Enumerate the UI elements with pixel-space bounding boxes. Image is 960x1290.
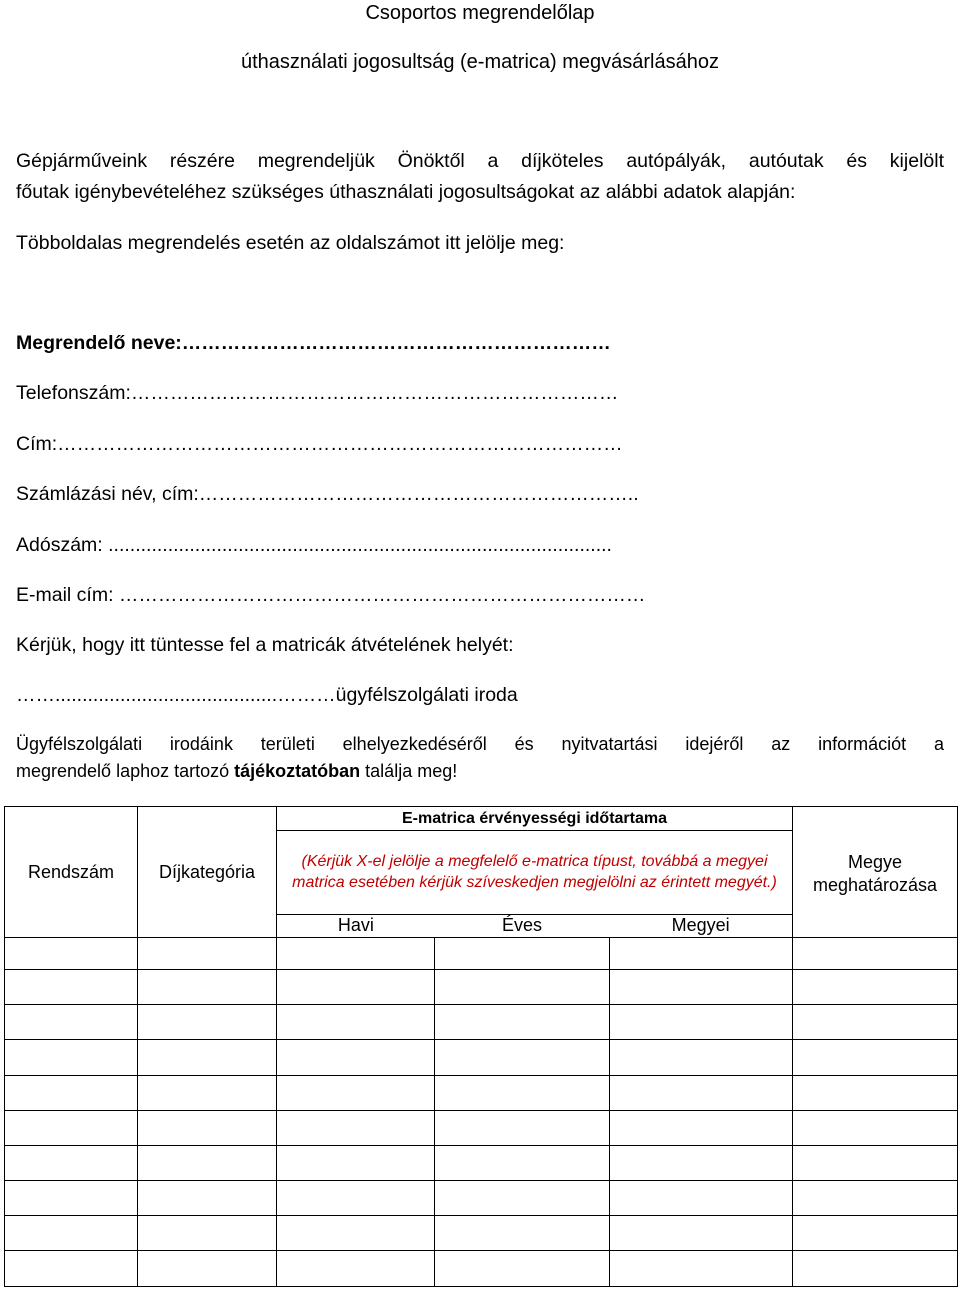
table-row [5, 1005, 958, 1040]
cell-category[interactable] [138, 1075, 277, 1110]
cell-monthly[interactable] [277, 1250, 435, 1286]
sub-header-county: Megyei [609, 914, 792, 936]
sub-header-yearly: Éves [435, 914, 610, 936]
table-row [5, 1110, 958, 1145]
pickup-office-field[interactable]: …….........................................………ügyfélszolgálati iroda [16, 684, 518, 706]
cell-category[interactable] [138, 1145, 277, 1180]
cell-plate[interactable] [5, 1075, 138, 1110]
cell-county-sticker[interactable] [610, 1040, 793, 1075]
cell-county-name[interactable] [793, 1005, 958, 1040]
cell-county-name[interactable] [793, 1250, 958, 1286]
cell-county-sticker[interactable] [610, 1215, 793, 1250]
cell-county-name[interactable] [793, 1110, 958, 1145]
cell-plate[interactable] [5, 1215, 138, 1250]
validity-subheaders [277, 914, 793, 938]
billing-field[interactable]: Számlázási név, cím:………………………………………………………….. [16, 483, 639, 505]
cell-yearly[interactable] [435, 1075, 610, 1110]
cell-yearly[interactable] [435, 1005, 610, 1040]
cell-plate[interactable] [5, 1040, 138, 1075]
cell-category[interactable] [138, 970, 277, 1005]
orderer-name-field[interactable]: Megrendelő neve:………………………………………………………… [16, 332, 611, 354]
cell-category[interactable] [138, 1005, 277, 1040]
table-row [5, 1040, 958, 1075]
cell-yearly[interactable] [435, 1110, 610, 1145]
cell-plate[interactable] [5, 1180, 138, 1215]
cell-category[interactable] [138, 1250, 277, 1286]
cell-monthly[interactable] [277, 1110, 435, 1145]
cell-county-sticker[interactable] [610, 1250, 793, 1286]
col-header-category: Díjkategória [138, 807, 277, 938]
cell-county-name[interactable] [793, 1145, 958, 1180]
table-row [5, 970, 958, 1005]
table-row [5, 1075, 958, 1110]
cell-county-name[interactable] [793, 1075, 958, 1110]
tax-id-field[interactable]: Adószám: ............................................................................................. [16, 534, 612, 556]
cell-county-sticker[interactable] [610, 1145, 793, 1180]
cell-county-sticker[interactable] [610, 938, 793, 970]
cell-category[interactable] [138, 1040, 277, 1075]
page-number-note: Többoldalas megrendelés esetén az oldalszámot itt jelölje meg: [16, 232, 565, 254]
cell-yearly[interactable] [435, 970, 610, 1005]
cell-plate[interactable] [5, 1250, 138, 1286]
table-row [5, 1250, 958, 1286]
order-table [4, 806, 958, 1287]
cell-monthly[interactable] [277, 970, 435, 1005]
cell-yearly[interactable] [435, 1215, 610, 1250]
cell-category[interactable] [138, 938, 277, 970]
cell-county-sticker[interactable] [610, 1075, 793, 1110]
cell-category[interactable] [138, 1110, 277, 1145]
cell-plate[interactable] [5, 1145, 138, 1180]
cell-yearly[interactable] [435, 1180, 610, 1215]
cell-county-name[interactable] [793, 970, 958, 1005]
intro-line-1: Gépjárműveink részére megrendeljük Önöktől a díjköteles autópályák, autóutak és kijelölt [16, 150, 944, 172]
table-row [5, 938, 958, 970]
col-header-county: Megye meghatározása [793, 807, 958, 938]
pickup-prompt: Kérjük, hogy itt tüntesse fel a matricák átvételének helyét: [16, 634, 514, 656]
intro-line-2: főutak igénybevételéhez szükséges úthasználati jogosultságokat az alábbi adatok alapján: [16, 181, 796, 203]
phone-field[interactable]: Telefonszám:………………………………………………………………… [16, 382, 619, 404]
cell-yearly[interactable] [435, 1040, 610, 1075]
table-row [5, 1180, 958, 1215]
cell-plate[interactable] [5, 1005, 138, 1040]
col-header-plate: Rendszám [5, 807, 138, 938]
cell-county-name[interactable] [793, 1040, 958, 1075]
validity-instruction: (Kérjük X-el jelölje a megfelelő e-matrica típust, továbbá a megyei matrica esetében kérjük szíveskedjen megjelölni az érintett megyét.) [277, 831, 793, 914]
info-guide-reference: tájékoztatóban [234, 761, 361, 781]
cell-plate[interactable] [5, 970, 138, 1005]
cell-monthly[interactable] [277, 1040, 435, 1075]
cell-monthly[interactable] [277, 1005, 435, 1040]
cell-county-sticker[interactable] [610, 1110, 793, 1145]
info-text: megrendelő laphoz tartozó [16, 761, 235, 781]
cell-monthly[interactable] [277, 1075, 435, 1110]
info-line-1: Ügyfélszolgálati irodáink területi elhelyezkedéséről és nyitvatartási idejéről az információt a [16, 734, 944, 754]
cell-yearly[interactable] [435, 1145, 610, 1180]
cell-county-sticker[interactable] [610, 1005, 793, 1040]
cell-monthly[interactable] [277, 1145, 435, 1180]
email-field[interactable]: E-mail cím: ……………………………………………………………………… [16, 584, 646, 606]
table-row [5, 1145, 958, 1180]
address-field[interactable]: Cím:…………………………………………………………………………… [16, 433, 623, 455]
cell-plate[interactable] [5, 1110, 138, 1145]
col-header-validity: E-matrica érvényességi időtartama [277, 807, 793, 831]
cell-plate[interactable] [5, 938, 138, 970]
cell-monthly[interactable] [277, 938, 435, 970]
table-row [5, 1215, 958, 1250]
cell-yearly[interactable] [435, 1250, 610, 1286]
form-title: Csoportos megrendelőlap [365, 2, 595, 24]
cell-category[interactable] [138, 1180, 277, 1215]
cell-county-sticker[interactable] [610, 970, 793, 1005]
cell-yearly[interactable] [435, 938, 610, 970]
cell-monthly[interactable] [277, 1215, 435, 1250]
cell-county-name[interactable] [793, 1215, 958, 1250]
info-line-2 [16, 761, 457, 782]
cell-category[interactable] [138, 1215, 277, 1250]
sub-header-monthly: Havi [277, 914, 435, 936]
cell-county-sticker[interactable] [610, 1180, 793, 1215]
info-text-end: találja meg! [360, 761, 458, 781]
cell-monthly[interactable] [277, 1180, 435, 1215]
cell-county-name[interactable] [793, 938, 958, 970]
form-subtitle: úthasználati jogosultság (e-matrica) megvásárlásához [240, 51, 719, 73]
cell-county-name[interactable] [793, 1180, 958, 1215]
